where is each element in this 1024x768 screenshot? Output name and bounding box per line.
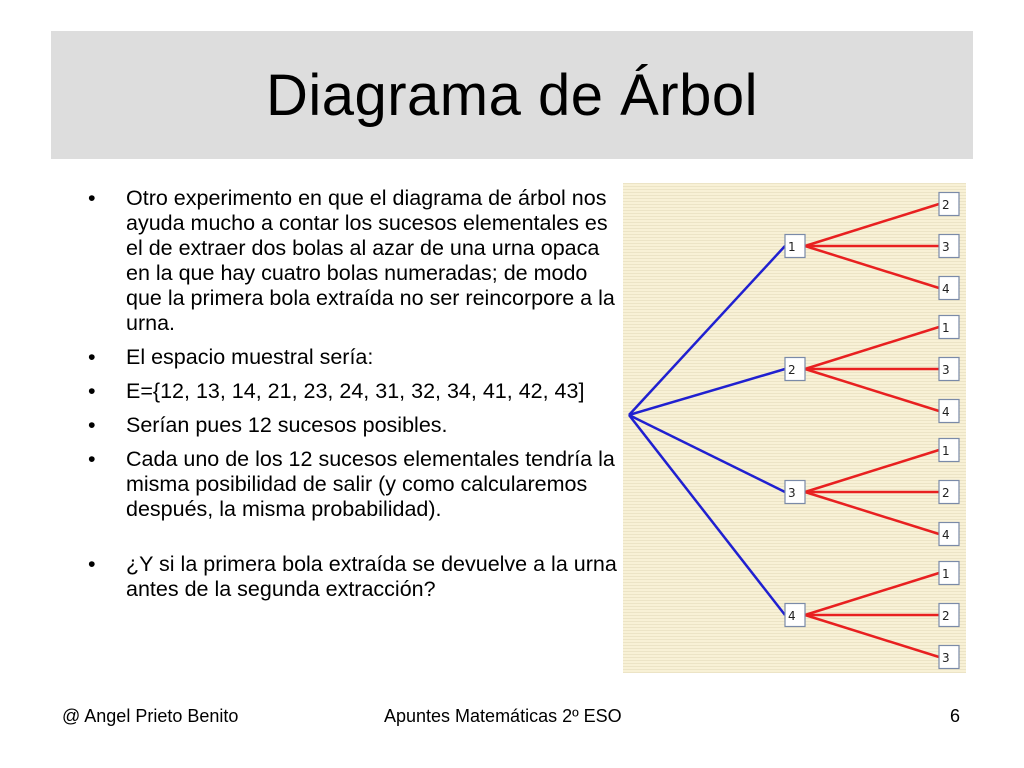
second-level-node-label: 4 <box>942 282 950 296</box>
second-level-node-label: 2 <box>942 609 950 623</box>
footer-author: @ Angel Prieto Benito <box>62 706 239 726</box>
bullet-dot: • <box>88 447 96 471</box>
bullet-item <box>82 345 617 370</box>
second-level-node-label: 3 <box>942 651 950 665</box>
bullet-dot: • <box>88 379 96 403</box>
second-level-branch <box>805 615 939 657</box>
second-level-branch <box>805 246 939 288</box>
second-level-branch <box>805 369 939 411</box>
bullet-item <box>82 447 617 522</box>
second-level-branch <box>805 327 939 369</box>
second-level-node-label: 2 <box>942 198 950 212</box>
bullet-text: El espacio muestral sería: <box>126 345 374 369</box>
bullet-item <box>82 379 617 404</box>
tree-diagram <box>623 183 966 673</box>
first-level-branch <box>629 369 785 415</box>
second-level-branch <box>805 492 939 534</box>
bullet-dot: • <box>88 552 96 576</box>
bullet-dot: • <box>88 186 96 210</box>
bullet-dot: • <box>88 413 96 437</box>
second-level-node-label: 2 <box>942 486 950 500</box>
second-level-node-label: 4 <box>942 405 950 419</box>
title-bar <box>51 31 973 159</box>
second-level-node-label: 1 <box>942 321 950 335</box>
second-level-node-label: 1 <box>942 444 950 458</box>
tree-diagram-panel <box>623 183 966 673</box>
second-level-branch <box>805 204 939 246</box>
bullet-item <box>82 186 617 336</box>
bullet-dot: • <box>88 345 96 369</box>
first-level-node-label: 1 <box>788 240 796 254</box>
bullet-text: Serían pues 12 sucesos posibles. <box>126 413 448 437</box>
first-level-branch <box>629 415 785 492</box>
first-level-branch <box>629 415 785 615</box>
first-level-branch <box>629 246 785 415</box>
slide-title: Diagrama de Árbol <box>265 62 759 128</box>
bullet-text: Otro experimento en que el diagrama de árbol nos ayuda mucho a contar los sucesos elementales es el de extraer dos bolas al azar de una urna opaca en la que hay cuatro bolas numeradas; de modo que la primera bola extraída no ser reincorpore a la urna. <box>126 186 615 335</box>
bullet-item <box>82 413 617 438</box>
footer-course: Apuntes Matemáticas 2º ESO <box>384 706 622 726</box>
bullet-list <box>82 186 617 611</box>
bullet-item <box>82 552 617 602</box>
second-level-branch <box>805 573 939 615</box>
bullet-text: ¿Y si la primera bola extraída se devuelve a la urna antes de la segunda extracción? <box>126 552 617 601</box>
first-level-node-label: 2 <box>788 363 796 377</box>
second-level-branch <box>805 450 939 492</box>
first-level-node-label: 3 <box>788 486 796 500</box>
footer-page-number: 6 <box>950 706 961 726</box>
second-level-node-label: 4 <box>942 528 950 542</box>
bullet-text: Cada uno de los 12 sucesos elementales tendría la misma posibilidad de salir (y como calcularemos después, la misma probabilidad). <box>126 447 615 521</box>
second-level-node-label: 1 <box>942 567 950 581</box>
second-level-node-label: 3 <box>942 363 950 377</box>
first-level-node-label: 4 <box>788 609 796 623</box>
second-level-node-label: 3 <box>942 240 950 254</box>
bullet-text: E={12, 13, 14, 21, 23, 24, 31, 32, 34, 41, 42, 43] <box>126 379 585 403</box>
